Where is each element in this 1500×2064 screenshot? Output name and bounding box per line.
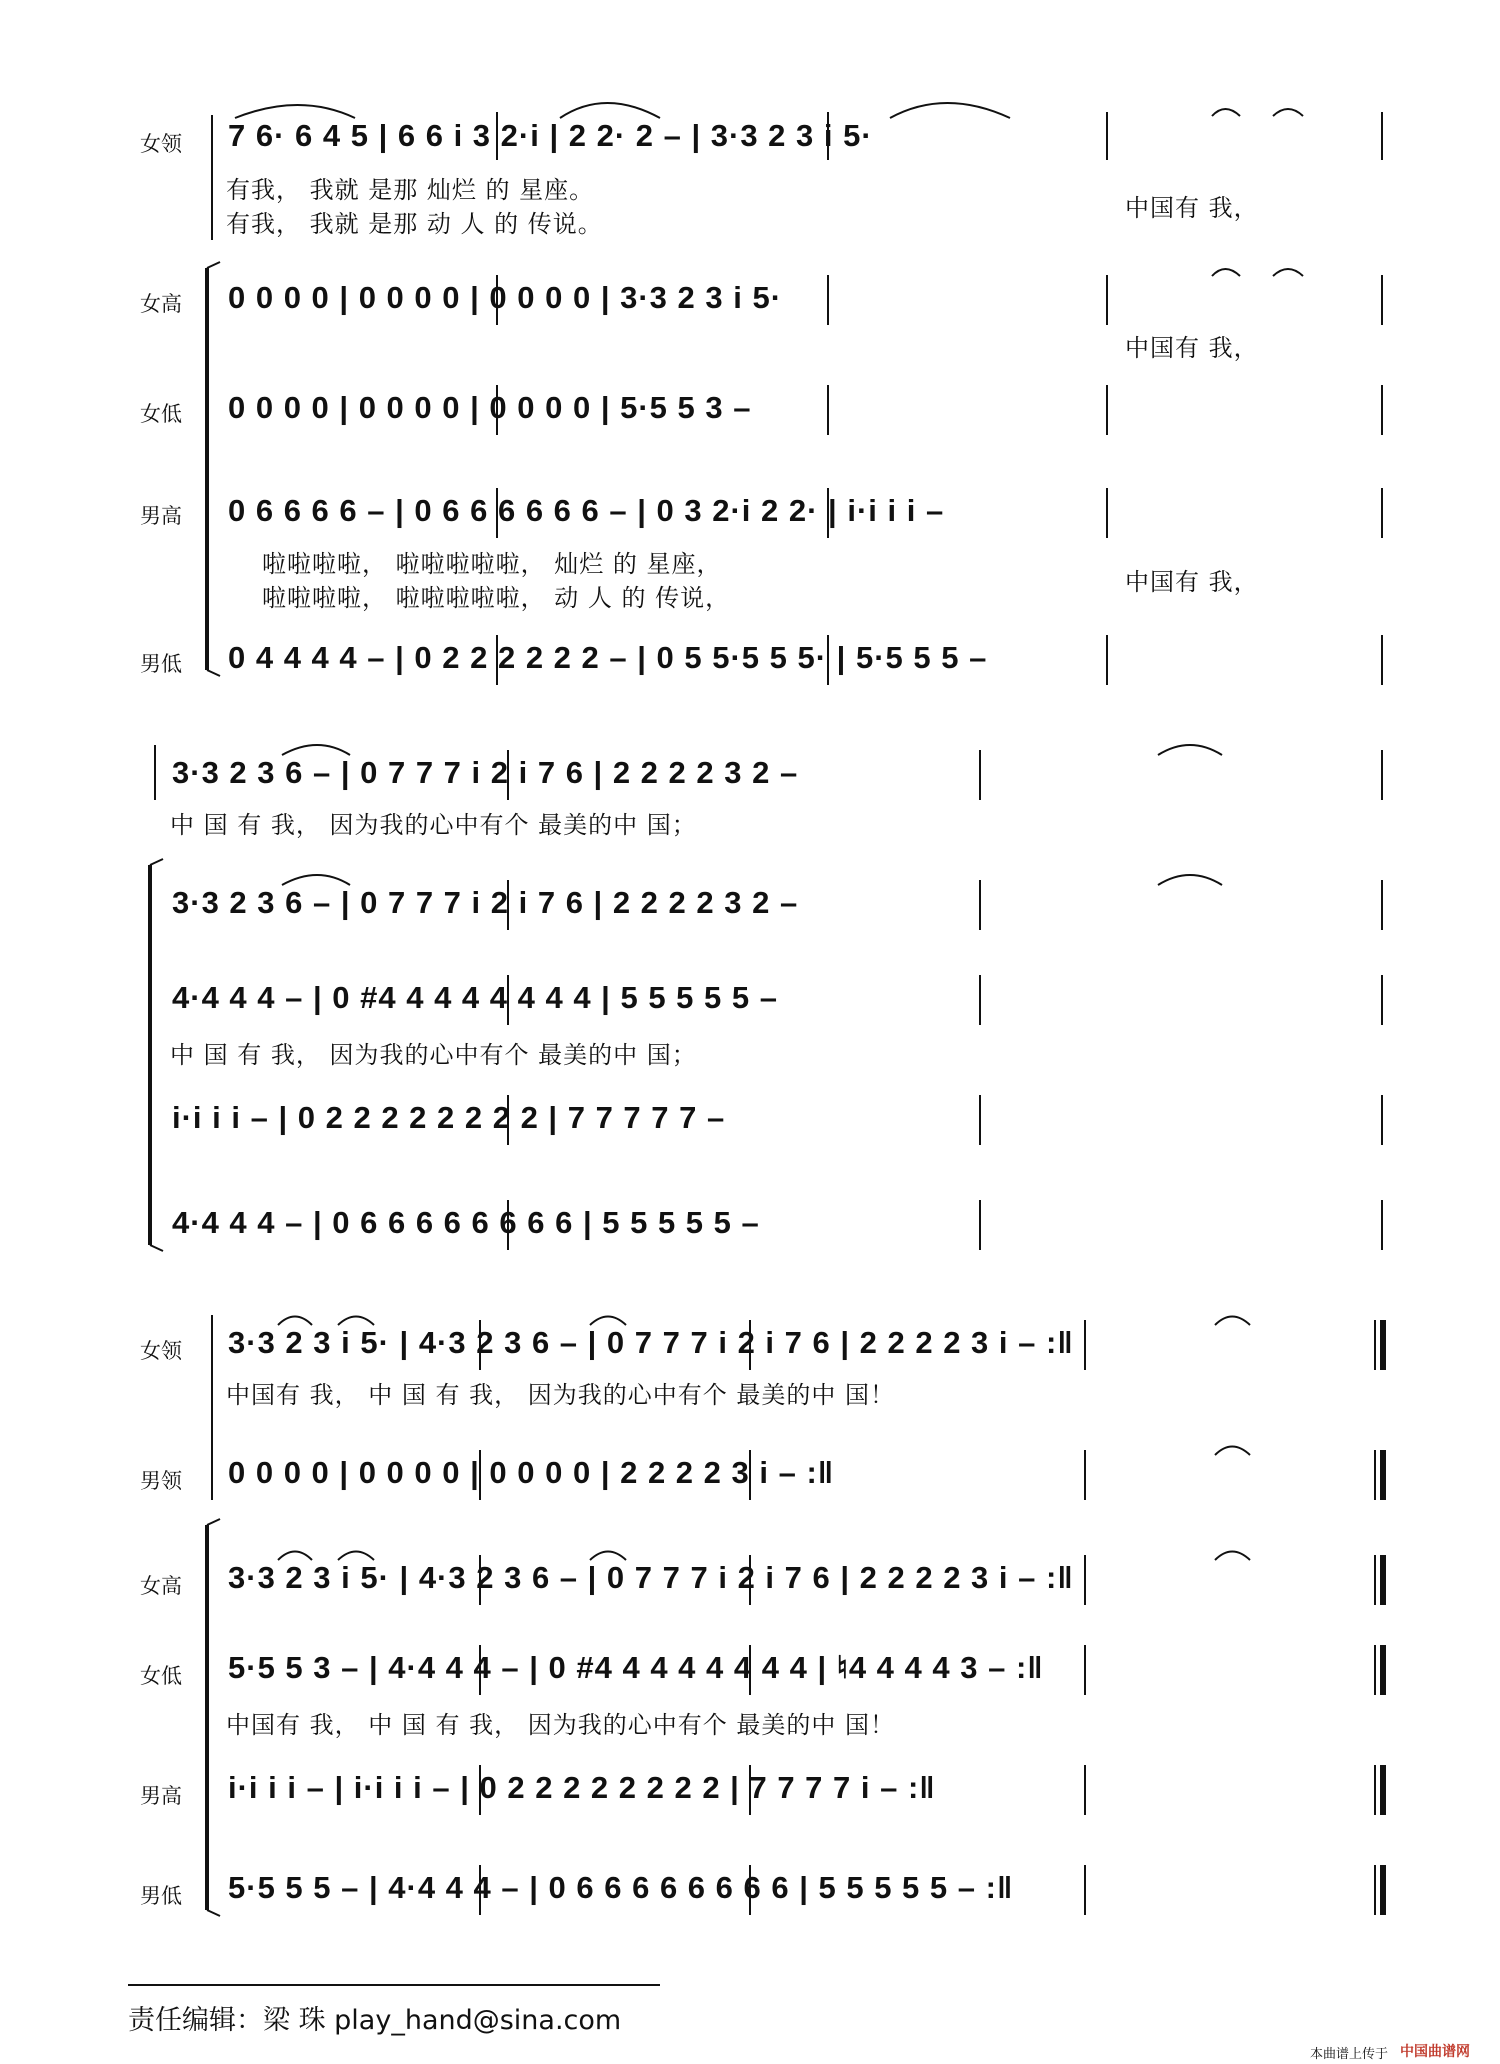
notes-lead-female-s3: 3·3 2 3 i 5· | 4·3 2 3 6 – | 0 7 7 7 i 2 i 7 6 | 2 2 2 2 3 i – :‖ — [228, 1325, 1074, 1360]
lyrics-tenor-s1-end: 中国有 我， — [1125, 568, 1259, 596]
lyrics-lead-s2: 中 国 有 我， 因为我的心中有个 最美的中 国； — [170, 811, 697, 839]
part-label-soprano-s3: 女高 — [140, 1574, 182, 1598]
notes-soprano-s1: 0 0 0 0 | 0 0 0 0 | 0 0 0 0 | 3·3 2 3 i 5· — [228, 280, 783, 315]
part-label-lead-male: 男领 — [140, 1469, 182, 1493]
part-label-tenor: 男高 — [140, 504, 182, 528]
lyrics-alto-s2: 中 国 有 我， 因为我的心中有个 最美的中 国； — [170, 1041, 697, 1069]
part-label-soprano: 女高 — [140, 292, 182, 316]
lyrics-lead-female-s3: 中国有 我， 中 国 有 我， 因为我的心中有个 最美的中 国！ — [226, 1381, 896, 1409]
notes-bass-s2: 4·4 4 4 – | 0 6 6 6 6 6 6 6 6 | 5 5 5 5 5 – — [172, 1205, 760, 1240]
lyrics-lead-female-s1-end: 中国有 我， — [1125, 194, 1259, 222]
notes-tenor-s1: 0 6 6 6 6 – | 0 6 6 6 6 6 6 – | 0 3 2·i 2 2· | i·i i i – — [228, 493, 945, 528]
part-label-bass: 男低 — [140, 652, 182, 676]
upload-credit: 本曲谱上传于 — [1310, 2047, 1389, 2062]
part-label-tenor-s3: 男高 — [140, 1784, 182, 1808]
notes-alto-s2: 4·4 4 4 – | 0 #4 4 4 4 4 4 4 4 | 5 5 5 5 5 – — [172, 980, 778, 1015]
part-label-bass-s3: 男低 — [140, 1884, 182, 1908]
lyrics-alto-s3: 中国有 我， 中 国 有 我， 因为我的心中有个 最美的中 国！ — [226, 1711, 896, 1739]
lyrics-tenor-s1-v1: 啦啦啦啦， 啦啦啦啦啦， 灿烂 的 星座， — [262, 550, 722, 578]
lyrics-lead-female-s1-v1: 有我， 我就 是那 灿烂 的 星座。 — [226, 176, 595, 204]
notes-soprano-s3: 3·3 2 3 i 5· | 4·3 2 3 6 – | 0 7 7 7 i 2 i 7 6 | 2 2 2 2 3 i – :‖ — [228, 1560, 1074, 1595]
part-label-lead-female: 女领 — [140, 132, 182, 156]
notes-alto-s1: 0 0 0 0 | 0 0 0 0 | 0 0 0 0 | 5·5 5 3 – — [228, 390, 752, 425]
notes-tenor-s3: i·i i i – | i·i i i – | 0 2 2 2 2 2 2 2 2 | 7 7 7 7 i – :‖ — [228, 1770, 936, 1805]
lyrics-lead-female-s1-v2: 有我， 我就 是那 动 人 的 传说。 — [226, 210, 603, 238]
part-label-lead-female-s3: 女领 — [140, 1339, 182, 1363]
part-label-alto-s3: 女低 — [140, 1664, 182, 1688]
notes-alto-s3: 5·5 5 3 – | 4·4 4 4 – | 0 #4 4 4 4 4 4 4 4 | ♮4 4 4 4 3 – :‖ — [228, 1650, 1044, 1685]
lyrics-soprano-s1: 中国有 我， — [1125, 334, 1259, 362]
notes-soprano-s2: 3·3 2 3 6 – | 0 7 7 7 i 2 i 7 6 | 2 2 2 2 3 2 – — [172, 885, 799, 920]
notes-lead-s2: 3·3 2 3 6 – | 0 7 7 7 i 2 i 7 6 | 2 2 2 2 3 2 – — [172, 755, 799, 790]
notes-tenor-s2: i·i i i – | 0 2 2 2 2 2 2 2 2 | 7 7 7 7 7 – — [172, 1100, 726, 1135]
part-label-alto: 女低 — [140, 402, 182, 426]
notes-bass-s3: 5·5 5 5 – | 4·4 4 4 – | 0 6 6 6 6 6 6 6 6 | 5 5 5 5 5 – :‖ — [228, 1870, 1014, 1905]
site-logo: 中国曲谱网 — [1400, 2044, 1470, 2060]
notes-lead-female-s1: 7 6· 6 4 5 | 6 6 i 3 2·i | 2 2· 2 – | 3·3 2 3 i 5· — [228, 118, 873, 153]
notes-bass-s1: 0 4 4 4 4 – | 0 2 2 2 2 2 2 – | 0 5 5·5 5 5· | 5·5 5 5 – — [228, 640, 988, 675]
lyrics-tenor-s1-v2: 啦啦啦啦， 啦啦啦啦啦， 动 人 的 传说， — [262, 584, 731, 612]
editor-credit: 责任编辑：梁 珠 play_hand@sina.com — [128, 2005, 622, 2036]
notes-lead-male-s3: 0 0 0 0 | 0 0 0 0 | 0 0 0 0 | 2 2 2 2 3 i – :‖ — [228, 1455, 835, 1490]
